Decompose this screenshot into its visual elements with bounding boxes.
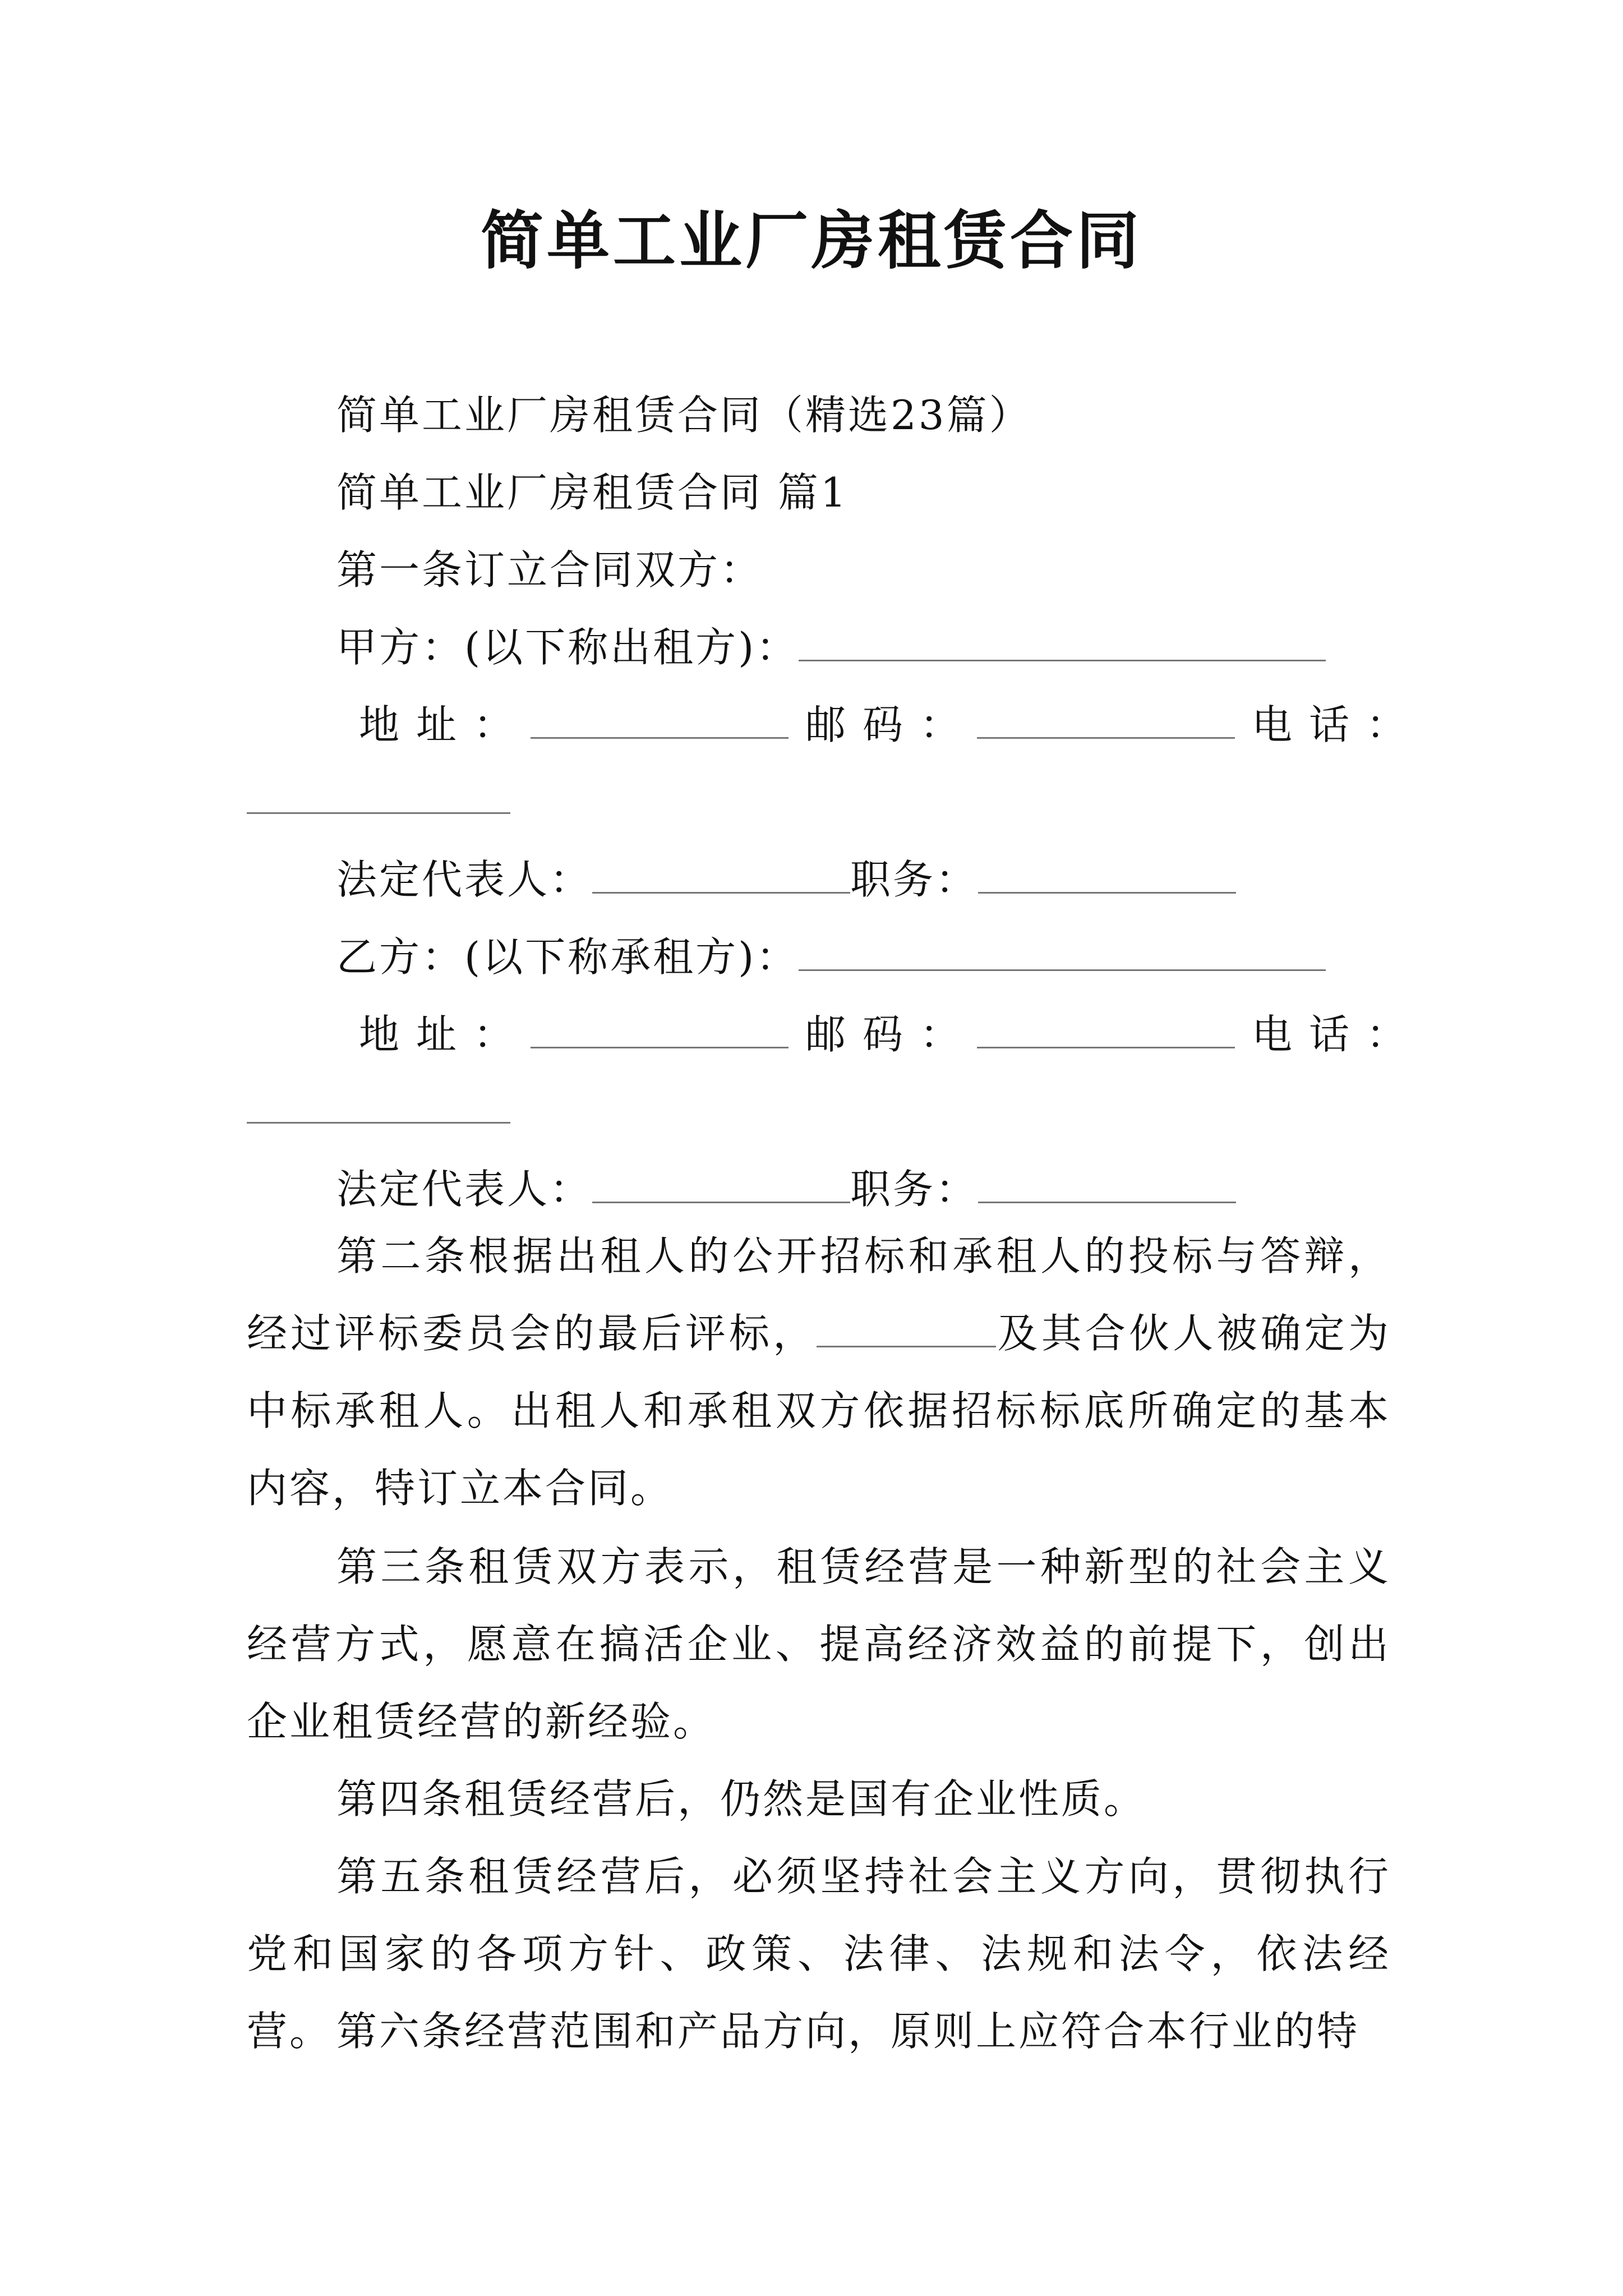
party-a-address-label: 地址： [359, 701, 531, 748]
article-5-paragraph: 第五条租赁经营后，必须坚持社会主义方向，贯彻执行党和国家的各项方针、政策、法律、法规和法令，依法经营。 [247, 1853, 1391, 2055]
party-a-label: 甲方：(以下称出租方)： [336, 624, 799, 671]
party-a-legal-rep-label: 法定代表人： [336, 856, 593, 903]
party-b-legal-rep-label: 法定代表人： [336, 1166, 593, 1213]
article-4-paragraph: 第四条租赁经营后，仍然是国有企业性质。 [336, 1775, 1147, 1823]
article-3-paragraph: 第三条租赁双方表示，租赁经营是一种新型的社会主义经营方式，愿意在搞活企业、提高经济效益的前提下，创出企业租赁经营的新经验。 [247, 1543, 1391, 1745]
party-b-blank[interactable] [799, 935, 1326, 971]
party-a-position-label: 职务： [850, 856, 979, 903]
party-b-legal-rep-blank[interactable] [592, 1167, 850, 1203]
document-subtitle: 简单工业厂房租赁合同（精选23篇） [336, 392, 1032, 439]
party-b-zip-label: 邮码： [805, 1011, 978, 1058]
article-6-paragraph: 第六条经营范围和产品方向，原则上应符合本行业的特 [336, 2008, 1360, 2055]
party-b-zip-blank[interactable] [977, 1012, 1235, 1048]
party-b-rep-line [336, 1161, 1236, 1217]
party-b-position-blank[interactable] [978, 1167, 1236, 1203]
party-b-address-label: 地址： [359, 1011, 531, 1058]
party-b-line [336, 929, 1326, 985]
party-a-phone-label: 电话： [1252, 701, 1424, 748]
article-2-paragraph [247, 1217, 1391, 1527]
article-2-text-a: 第二条根据出租人的公开招标和承租人的投标与答辩，经过评标委员会的最后评标， [247, 1232, 1391, 1357]
party-a-phone-blank[interactable] [247, 812, 510, 814]
party-b-phone-blank[interactable] [247, 1122, 510, 1124]
party-a-legal-rep-blank[interactable] [592, 857, 850, 894]
party-a-address-blank[interactable] [531, 702, 789, 739]
party-a-zip-blank[interactable] [977, 702, 1235, 739]
party-a-blank[interactable] [799, 625, 1326, 661]
chapter-heading: 简单工业厂房租赁合同 篇1 [336, 469, 849, 516]
article-2-text-b: 及其合伙人被确定为中标承租人。出租人和承租双方依据招标标底所确定的基本内容，特订立本合同。 [247, 1310, 1391, 1512]
party-a-zip-label: 邮码： [805, 701, 978, 748]
party-a-position-blank[interactable] [978, 857, 1236, 894]
document-title: 简单工业厂房租赁合同 [481, 204, 1142, 278]
party-a-line [336, 619, 1326, 675]
party-b-phone-label: 电话： [1252, 1011, 1424, 1058]
party-b-label: 乙方：(以下称承租方)： [336, 933, 799, 981]
party-b-address-blank[interactable] [531, 1012, 789, 1048]
party-b-contact-line [359, 1006, 1423, 1062]
article-2-blank[interactable] [817, 1311, 996, 1347]
party-b-position-label: 职务： [850, 1166, 979, 1213]
party-a-rep-line [336, 852, 1236, 908]
article-1-heading: 第一条订立合同双方： [336, 546, 763, 593]
party-a-contact-line [359, 697, 1423, 753]
